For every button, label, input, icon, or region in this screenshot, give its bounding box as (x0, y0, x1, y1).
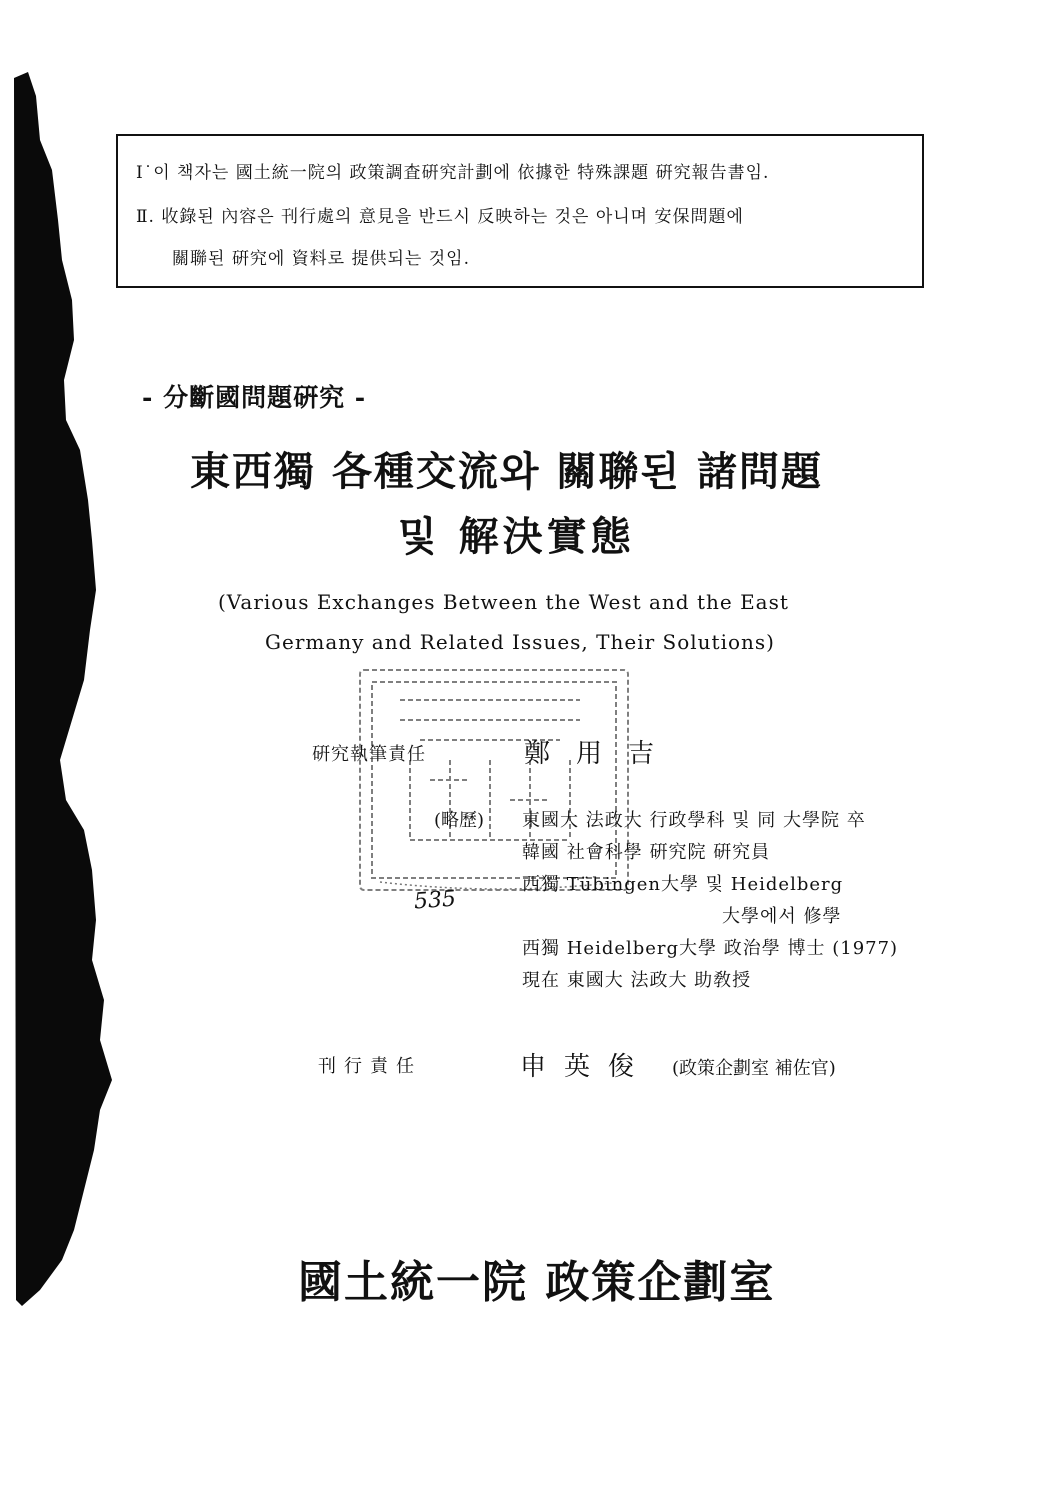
publication-role: (政策企劃室 補佐官) (672, 1058, 836, 1079)
english-title-line-1: (Various Exchanges Between the West and the East (218, 590, 789, 614)
publisher-name: 國土統一院 政策企劃室 (298, 1257, 776, 1308)
torn-page-edge (0, 0, 130, 1320)
notice-box (116, 134, 924, 288)
series-title: - 分斷國問題硏究 - (142, 383, 367, 412)
researcher-label: 硏究執筆責任 (312, 744, 426, 765)
biography-label: (略歷) (434, 810, 485, 831)
notice-line-2: Ⅱ. 收錄된 內容은 刊行處의 意見을 반드시 反映하는 것은 아니며 安保問題에 (136, 207, 744, 227)
english-title-line-2: Germany and Related Issues, Their Solutions) (265, 630, 775, 654)
biography-line: 西獨 Heidelberg大學 政治學 博士 (1977) (522, 938, 899, 959)
publication-name: 申英俊 (520, 1052, 653, 1082)
main-title-line-1: 東西獨 各種交流와 關聯된 諸問題 (190, 448, 824, 495)
biography-line: 西獨 Tübingen大學 및 Heidelberg (522, 874, 844, 895)
notice-line-1: Ⅰ˙이 책자는 國土統一院의 政策調査硏究計劃에 依據한 特殊課題 硏究報告書임. (136, 163, 770, 183)
notice-line-3: 關聯된 硏究에 資料로 提供되는 것임. (172, 249, 470, 269)
biography-line: 現在 東國大 法政大 助敎授 (522, 970, 752, 991)
library-seal-stamp (350, 660, 640, 900)
biography-line: 東國大 法政大 行政學科 및 同 大學院 卒 (522, 810, 866, 831)
researcher-name: 鄭用吉 (524, 739, 681, 769)
biography-line: 韓國 社會科學 硏究院 硏究員 (522, 842, 771, 863)
main-title-line-2: 및 解決實態 (398, 513, 635, 560)
biography-line: 大學에서 修學 (722, 906, 842, 927)
handwritten-number: 535 (413, 886, 457, 915)
publication-label: 刊行責任 (318, 1056, 422, 1077)
